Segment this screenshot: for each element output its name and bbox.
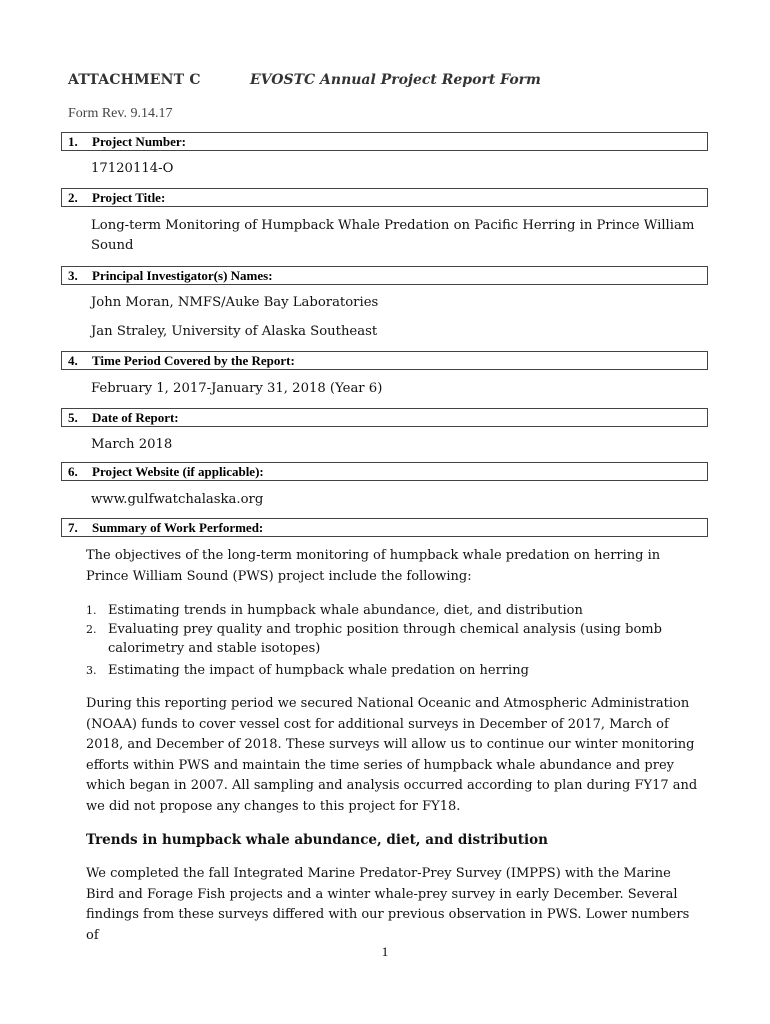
section-label: Time Period Covered by the Report:: [92, 353, 295, 368]
section-label: Date of Report:: [92, 410, 179, 425]
section-header-date-of-report: [61, 408, 708, 427]
section-number: 4.: [68, 353, 78, 368]
section-header-summary: [61, 518, 708, 537]
section-label: Project Website (if applicable):: [92, 464, 264, 479]
list-item: [86, 620, 728, 658]
date-of-report-value: March 2018: [91, 437, 173, 452]
section-number: 1.: [68, 134, 78, 149]
section-header-project-title: [61, 188, 708, 207]
summary-paragraph: During this reporting period we secured National Oceanic and Atmospheric Administration (NOAA) funds to cover vessel cost for additional surveys in December of 2017, March of 2018, and December of 2018. These surveys will allow us to continue our winter monitoring efforts within PWS and maintain the time series of humpback whale abundance and prey which began in 2007. All sampling and analysis occurred according to plan during FY17 and we did not propose any changes to this project for FY18.: [86, 696, 698, 814]
list-item-number: 1.: [86, 604, 97, 617]
section-label: Principal Investigator(s) Names:: [92, 268, 273, 283]
section-header-project-number: [61, 132, 708, 151]
investigator-1: John Moran, NMFS/Auke Bay Laboratories: [91, 295, 379, 310]
list-item: [86, 661, 728, 680]
investigator-2: Jan Straley, University of Alaska Southeast: [91, 324, 378, 339]
list-item-text: Estimating the impact of humpback whale predation on herring: [108, 663, 529, 678]
objectives-list: [86, 601, 706, 681]
form-title: EVOSTC Annual Project Report Form: [250, 72, 541, 88]
attachment-label: ATTACHMENT C: [68, 72, 201, 88]
section-label: Project Title:: [92, 190, 166, 205]
time-period-value: February 1, 2017-January 31, 2018 (Year 6): [91, 381, 383, 396]
section-label: Project Number:: [92, 134, 186, 149]
list-item-text: Estimating trends in humpback whale abundance, diet, and distribution: [108, 603, 583, 618]
list-item-text: Evaluating prey quality and trophic position through chemical analysis (using bomb calorimetry and stable isotopes): [108, 622, 662, 656]
form-revision: Form Rev. 9.14.17: [68, 106, 173, 121]
section-label: Summary of Work Performed:: [92, 520, 264, 535]
website-value: www.gulfwatchalaska.org: [91, 492, 264, 507]
list-item-number: 2.: [86, 623, 97, 636]
section-number: 3.: [68, 268, 78, 283]
section-number: 7.: [68, 520, 78, 535]
summary-intro: The objectives of the long-term monitoring of humpback whale predation on herring in Prince William Sound (PWS) project include the following:: [86, 548, 661, 584]
list-item: [86, 601, 728, 620]
section-number: 6.: [68, 464, 78, 479]
section-header-time-period: [61, 351, 708, 370]
project-number-value: 17120114-O: [91, 161, 174, 176]
subheading-trends: Trends in humpback whale abundance, diet, and distribution: [86, 832, 548, 848]
section-header-website: [61, 462, 708, 481]
section-number: 5.: [68, 410, 78, 425]
project-title-value: Long-term Monitoring of Humpback Whale Predation on Pacific Herring in Prince William Sound: [91, 218, 695, 253]
section-number: 2.: [68, 190, 78, 205]
trends-paragraph: We completed the fall Integrated Marine Predator-Prey Survey (IMPPS) with the Marine Bird and Forage Fish projects and a winter whale-prey survey in early December. Several findings from these surveys differed with our previous observation in PWS. Lower numbers of: [86, 866, 690, 943]
list-item-number: 3.: [86, 664, 97, 677]
page-number: 1: [381, 944, 389, 959]
section-header-investigators: [61, 266, 708, 285]
